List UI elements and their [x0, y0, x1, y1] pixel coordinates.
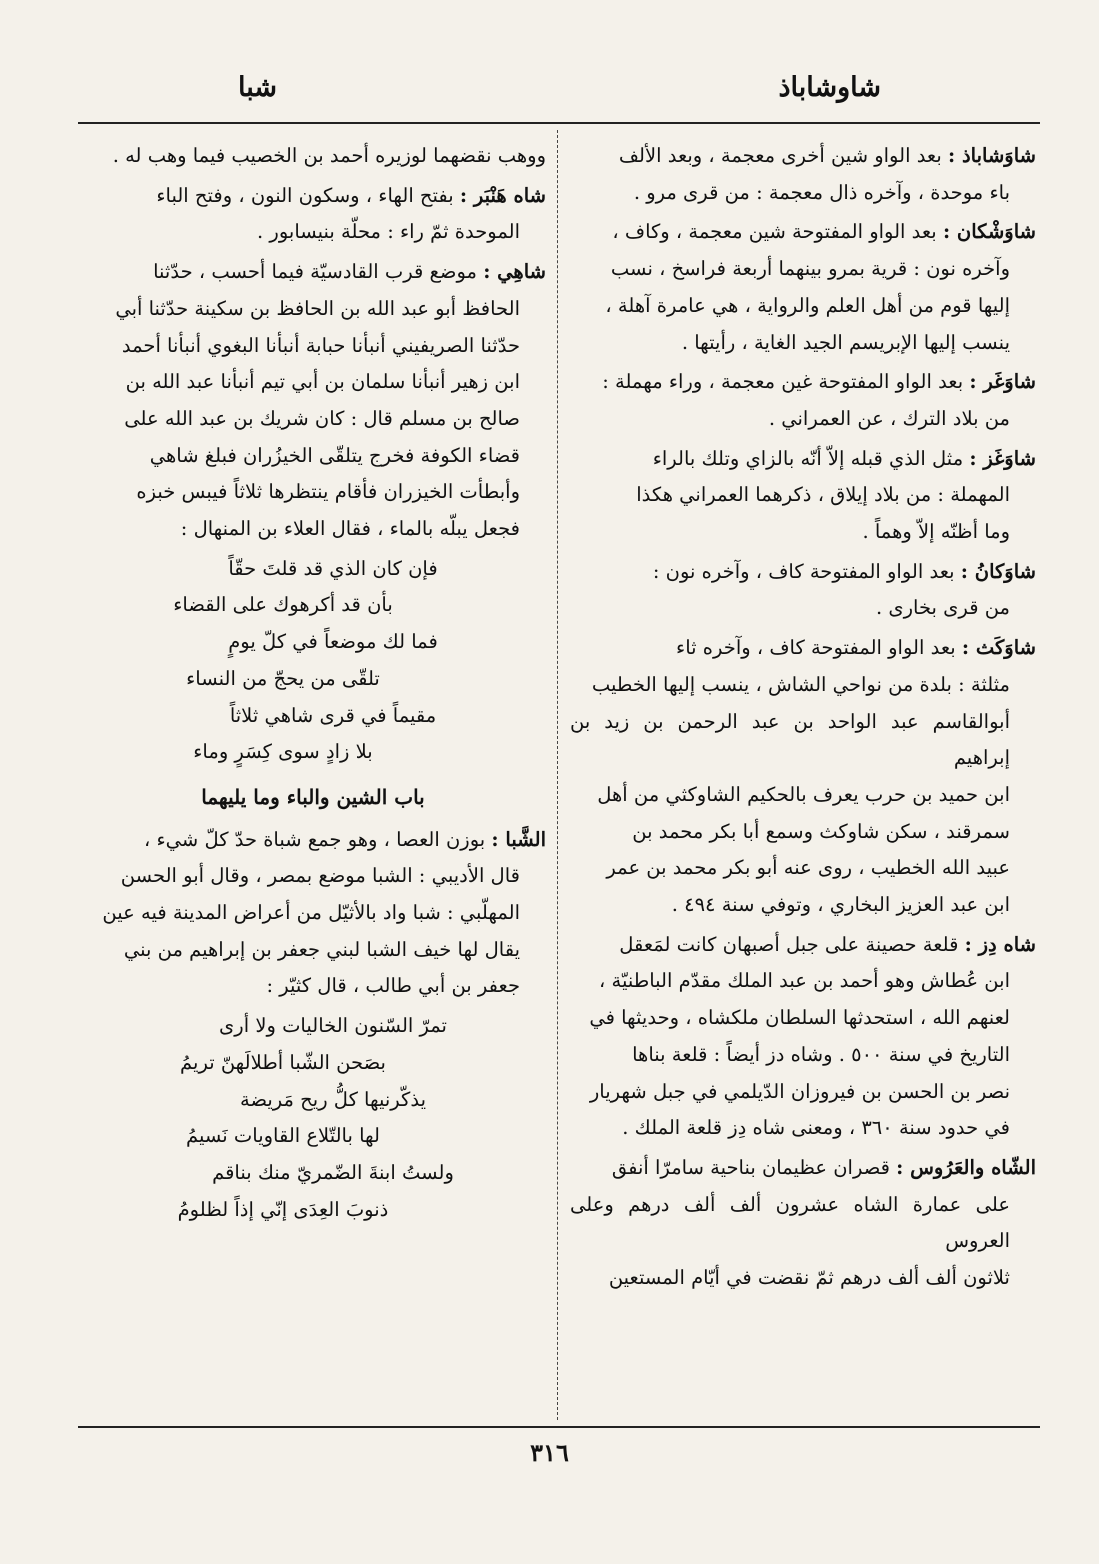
entry-text: قلعة حصينة على جبل أصبهان كانت لمَعقل — [619, 932, 965, 956]
entry-line: في حدود سنة ٣٦٠ ، ومعنى شاه دِز قلعة الملك . — [622, 1116, 1010, 1140]
entry-line: على عمارة الشاه عشرون ألف ألف درهم وعلى العروس — [570, 1192, 1010, 1253]
entry-line: من قرى بخارى . — [875, 596, 1010, 620]
poem — [80, 551, 546, 771]
poem-verse: فإن كان الذي قد قلتَ حقّاً — [228, 556, 438, 580]
entry-line: ابن عبد العزيز البخاري ، وتوفي سنة ٤٩٤ . — [671, 893, 1010, 917]
entry-line: حدّثنا الصريفيني أنبأنا حبابة أنبأنا البغوي أنبأنا أحمد — [121, 333, 520, 357]
poem-verse: بأن قد أكرهوك على القضاء — [173, 593, 393, 617]
running-header-right: شاوشاباذ — [778, 72, 881, 103]
entry-line: وأبطأت الخيزران فأقام ينتظرها ثلاثاً فيبس خبزه — [136, 480, 520, 504]
entry — [570, 138, 1036, 211]
entry-line: ابن عُطاش وهو أحمد بن عبد الملك مقدّم الباطنيّة ، — [599, 969, 1010, 993]
entry-line: وآخره نون : قرية بمرو بينهما أربعة فراسخ ، نسب — [610, 257, 1010, 281]
page-number: ٣١٦ — [530, 1438, 569, 1467]
entry-line: المهملة : من بلاد إيلاق ، ذكرهما العمراني هكذا — [636, 483, 1010, 507]
entry-text: بعد الواو المفتوحة غين معجمة ، وراء مهملة : — [602, 370, 970, 394]
entry-headword: شاه دِز : — [964, 932, 1036, 956]
entry-text: موضع قرب القادسيّة فيما أحسب ، حدّثنا — [153, 260, 484, 284]
poem-verse: ولستُ ابنةَ الضّمريّ منك بناقم — [212, 1160, 454, 1184]
entry — [570, 630, 1036, 924]
entry-line: قال الأديبي : الشبا موضع بمصر ، وقال أبو الحسن — [120, 864, 520, 888]
entry-line: الحافظ أبو عبد الله بن الحافظ بن سكينة حدّثنا أبي — [115, 296, 520, 320]
entry-line: المهلّبي : شبا واد بالأثيّل من أعراض المدينة فيه عين — [102, 901, 520, 925]
column-divider — [557, 130, 558, 1420]
entry — [80, 254, 546, 548]
top-rule — [78, 122, 1040, 124]
poem-verse: بلا زادٍ سوى كِسَرٍ وماء — [193, 740, 373, 764]
entry-line: ابن زهير أنبأنا سلمان بن أبي تيم أنبأنا عبد الله بن — [125, 370, 520, 394]
poem-verse: بصَحن الشّبا أطلالَهنّ تريمُ — [180, 1050, 386, 1074]
entry-headword: شاوَكَث : — [961, 636, 1036, 660]
entry-line: صالح بن مسلم قال : كان شريك بن عبد الله على — [124, 406, 520, 430]
entry-text: قصران عظيمان بناحية سامرّا أنفق — [611, 1155, 897, 1179]
entry-text: بعد الواو المفتوحة كاف ، وآخره نون : — [652, 559, 961, 583]
poem — [80, 1008, 546, 1228]
section-title: باب الشين والباء وما يليهما — [201, 784, 425, 809]
entry-line: أبوالقاسم عبد الواحد بن عبد الرحمن بن زيد بن إبراهيم — [570, 709, 1010, 770]
entry-text: مثل الذي قبله إلاّ أنّه بالزاي وتلك بالراء — [652, 446, 970, 470]
entry-headword: شاوَغَر : — [969, 370, 1036, 394]
entry — [570, 364, 1036, 437]
entry-line: لعنهم الله ، استحدثها السلطان ملكشاه ، وحديثها في — [589, 1006, 1010, 1030]
entry — [570, 1150, 1036, 1297]
entry-line: نصر بن الحسن بن فيروزان الدّيلمي في جبل شهريار — [589, 1079, 1010, 1103]
entry-headword: شاوَشْكان : — [942, 220, 1036, 244]
running-header-left: شبا — [238, 72, 277, 103]
entry-line: مثلثة : بلدة من نواحي الشاش ، ينسب إليها الخطيب — [591, 672, 1010, 696]
entry-line: فجعل يبلّه بالماء ، فقال العلاء بن المنهال : — [180, 517, 520, 541]
poem-verse: ذنوبَ العِدَى إنّي إذاً لظلومُ — [177, 1197, 389, 1221]
entry-headword: شاه هَنْبَر : — [459, 183, 546, 207]
entry-text: بعد الواو شين أخرى معجمة ، وبعد الألف — [618, 144, 948, 167]
entry — [80, 822, 546, 1006]
entry-line: جعفر بن أبي طالب ، قال كثيّر : — [266, 974, 520, 998]
entry-headword: الشَّبا : — [491, 827, 546, 851]
entry-line: قضاء الكوفة فخرج يتلقّى الخيزُران فبلغ شاهي — [149, 443, 520, 467]
entry-line: وما أظنّه إلاّ وهماً . — [862, 520, 1010, 544]
entry-text: بفتح الهاء ، وسكون النون ، وفتح الباء — [156, 183, 460, 207]
entry-line: إليها قوم من أهل العلم والرواية ، هي عامرة آهلة ، — [605, 293, 1010, 317]
entry-line: ثلاثون ألف ألف درهم ثمّ نقضت في أيّام المستعين — [608, 1266, 1010, 1290]
entry-line: يقال لها خيف الشبا لبني جعفر بن إبراهيم من بني — [123, 937, 520, 961]
entry — [570, 554, 1036, 627]
entry-headword: شاوَكانُ : — [960, 559, 1036, 583]
entry-line: ينسب إليها الإبريسم الجيد الغاية ، رأيتها . — [681, 330, 1010, 354]
right-column — [570, 138, 1036, 1418]
entry-line: من بلاد الترك ، عن العمراني . — [768, 406, 1010, 430]
entry — [570, 441, 1036, 551]
entry-text: بعد الواو المفتوحة شين معجمة ، وكاف ، — [612, 220, 943, 244]
poem-verse: تلقّى من يحجّ من النساء — [186, 666, 380, 690]
entry — [80, 178, 546, 251]
bottom-rule — [78, 1426, 1040, 1428]
poem-verse: تمرّ السّنون الخاليات ولا أرى — [219, 1014, 447, 1038]
entry-text: بوزن العصا ، وهو جمع شباة حدّ كلّ شيء ، — [144, 827, 492, 851]
entry-line: التاريخ في سنة ٥٠٠ . وشاه دز أيضاً : قلعة بناها — [632, 1042, 1010, 1066]
poem-verse: لها بالتّلاع القاويات نَسيمُ — [186, 1124, 380, 1148]
entry-line: عبيد الله الخطيب ، روى عنه أبو بكر محمد بن عمر — [606, 856, 1010, 880]
entry-headword: شاوَشاباذ : — [947, 144, 1036, 167]
continuation-line: ووهب نقضهما لوزيره أحمد بن الخصيب فيما وهب له . — [112, 144, 546, 167]
entry-text: بعد الواو المفتوحة كاف ، وآخره ثاء — [676, 636, 962, 660]
entry — [570, 927, 1036, 1147]
poem-verse: فما لك موضعاً في كلّ يومٍ — [228, 630, 438, 654]
poem-verse: يذكّرنيها كلُّ ريح مَريضة — [239, 1087, 427, 1111]
entry-headword: شاهِي : — [483, 260, 546, 284]
entry-headword: شاوَغَز : — [969, 446, 1036, 470]
entry — [570, 214, 1036, 361]
left-column — [80, 138, 546, 1418]
poem-verse: مقيماً في قرى شاهي ثلاثاً — [229, 703, 437, 727]
entry-line: الموحدة ثمّ راء : محلّة بنيسابور . — [257, 220, 520, 244]
entry-line: سمرقند ، سكن شاوكث وسمع أبا بكر محمد بن — [632, 819, 1010, 843]
entry-headword: الشّاه والعَرُوس : — [896, 1155, 1036, 1179]
entry-line: ابن حميد بن حرب يعرف بالحكيم الشاوكثي من أهل — [597, 782, 1010, 806]
entry-line: باء موحدة ، وآخره ذال معجمة : من قرى مرو . — [633, 180, 1010, 204]
